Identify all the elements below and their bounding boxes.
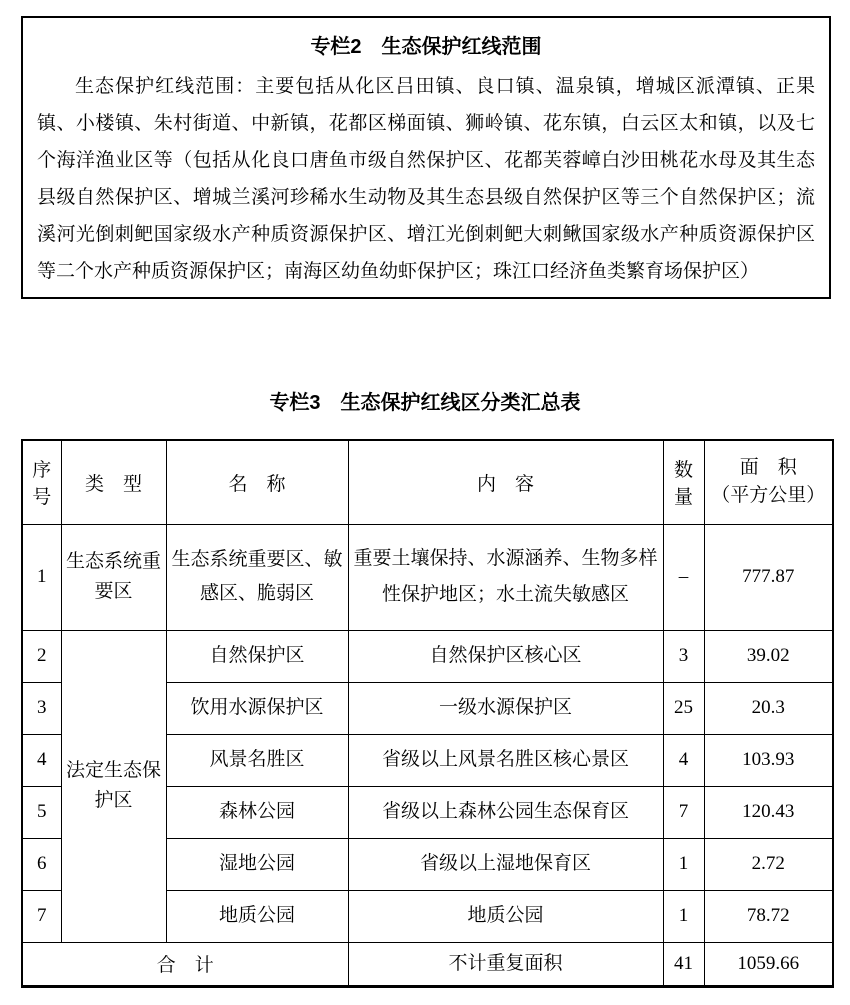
summary-table <box>21 439 834 988</box>
row2-content: 自然保护区核心区 <box>348 630 663 682</box>
header-count: 数量 <box>663 440 704 524</box>
row5-count: 7 <box>663 786 704 838</box>
row6-content: 省级以上湿地保育区 <box>348 838 663 890</box>
merged-type-cell: 法定生态保护区 <box>61 630 166 942</box>
row7-area: 78.72 <box>704 890 833 942</box>
row4-index: 4 <box>22 734 61 786</box>
header-name: 名 称 <box>166 440 348 524</box>
row1-type: 生态系统重要区 <box>61 524 166 630</box>
row1-count: – <box>663 524 704 630</box>
table-header-row <box>22 440 833 524</box>
header-index: 序号 <box>22 440 61 524</box>
row4-name: 风景名胜区 <box>166 734 348 786</box>
column2-title: 专栏2 生态保护红线范围 <box>310 36 542 58</box>
row7-count: 1 <box>663 890 704 942</box>
row4-content: 省级以上风景名胜区核心景区 <box>348 734 663 786</box>
header-area-line1: 面 积 <box>739 457 797 479</box>
row3-index: 3 <box>22 682 61 734</box>
header-type: 类 型 <box>61 440 166 524</box>
row3-area: 20.3 <box>704 682 833 734</box>
row6-count: 1 <box>663 838 704 890</box>
total-label: 合 计 <box>22 942 348 986</box>
row5-index: 5 <box>22 786 61 838</box>
column2-box <box>21 16 831 299</box>
row6-area: 2.72 <box>704 838 833 890</box>
row1-name: 生态系统重要区、敏感区、脆弱区 <box>166 524 348 630</box>
header-area <box>704 440 833 524</box>
row6-name: 湿地公园 <box>166 838 348 890</box>
row1-content: 重要土壤保持、水源涵养、生物多样性保护地区；水土流失敏感区 <box>348 524 663 630</box>
table-row <box>22 524 833 630</box>
total-content: 不计重复面积 <box>348 942 663 986</box>
total-count: 41 <box>663 942 704 986</box>
row7-name: 地质公园 <box>166 890 348 942</box>
table-total-row <box>22 942 833 986</box>
row4-area: 103.93 <box>704 734 833 786</box>
header-content: 内 容 <box>348 440 663 524</box>
row2-area: 39.02 <box>704 630 833 682</box>
total-area: 1059.66 <box>704 942 833 986</box>
row7-content: 地质公园 <box>348 890 663 942</box>
row7-index: 7 <box>22 890 61 942</box>
row5-content: 省级以上森林公园生态保育区 <box>348 786 663 838</box>
row1-area: 777.87 <box>704 524 833 630</box>
row1-index: 1 <box>22 524 61 630</box>
row5-area: 120.43 <box>704 786 833 838</box>
column3-title: 专栏3 生态保护红线区分类汇总表 <box>269 392 581 414</box>
table-row <box>22 630 833 682</box>
row2-name: 自然保护区 <box>166 630 348 682</box>
row2-count: 3 <box>663 630 704 682</box>
row4-count: 4 <box>663 734 704 786</box>
row6-index: 6 <box>22 838 61 890</box>
column2-body-text: 生态保护红线范围：主要包括从化区吕田镇、良口镇、温泉镇，增城区派潭镇、正果镇、小楼镇、朱村街道、中新镇，花都区梯面镇、狮岭镇、花东镇，白云区太和镇，以及七个海洋渔业区等（包括从化良口唐鱼市级自然保护区、花都芙蓉嶂白沙田桃花水母及其生态县级自然保护区、增城兰溪河珍稀水生动物及其生态县级自然保护区等三个自然保护区；流溪河光倒刺鲃国家级水产种质资源保护区、增江光倒刺鲃大刺鳅国家级水产种质资源保护区等二个水产种质资源保护区；南海区幼鱼幼虾保护区；珠江口经济鱼类繁育场保护区） <box>37 76 815 282</box>
row5-name: 森林公园 <box>166 786 348 838</box>
header-area-line2: （平方公里） <box>711 485 826 507</box>
row3-content: 一级水源保护区 <box>348 682 663 734</box>
row2-index: 2 <box>22 630 61 682</box>
row3-count: 25 <box>663 682 704 734</box>
row3-name: 饮用水源保护区 <box>166 682 348 734</box>
